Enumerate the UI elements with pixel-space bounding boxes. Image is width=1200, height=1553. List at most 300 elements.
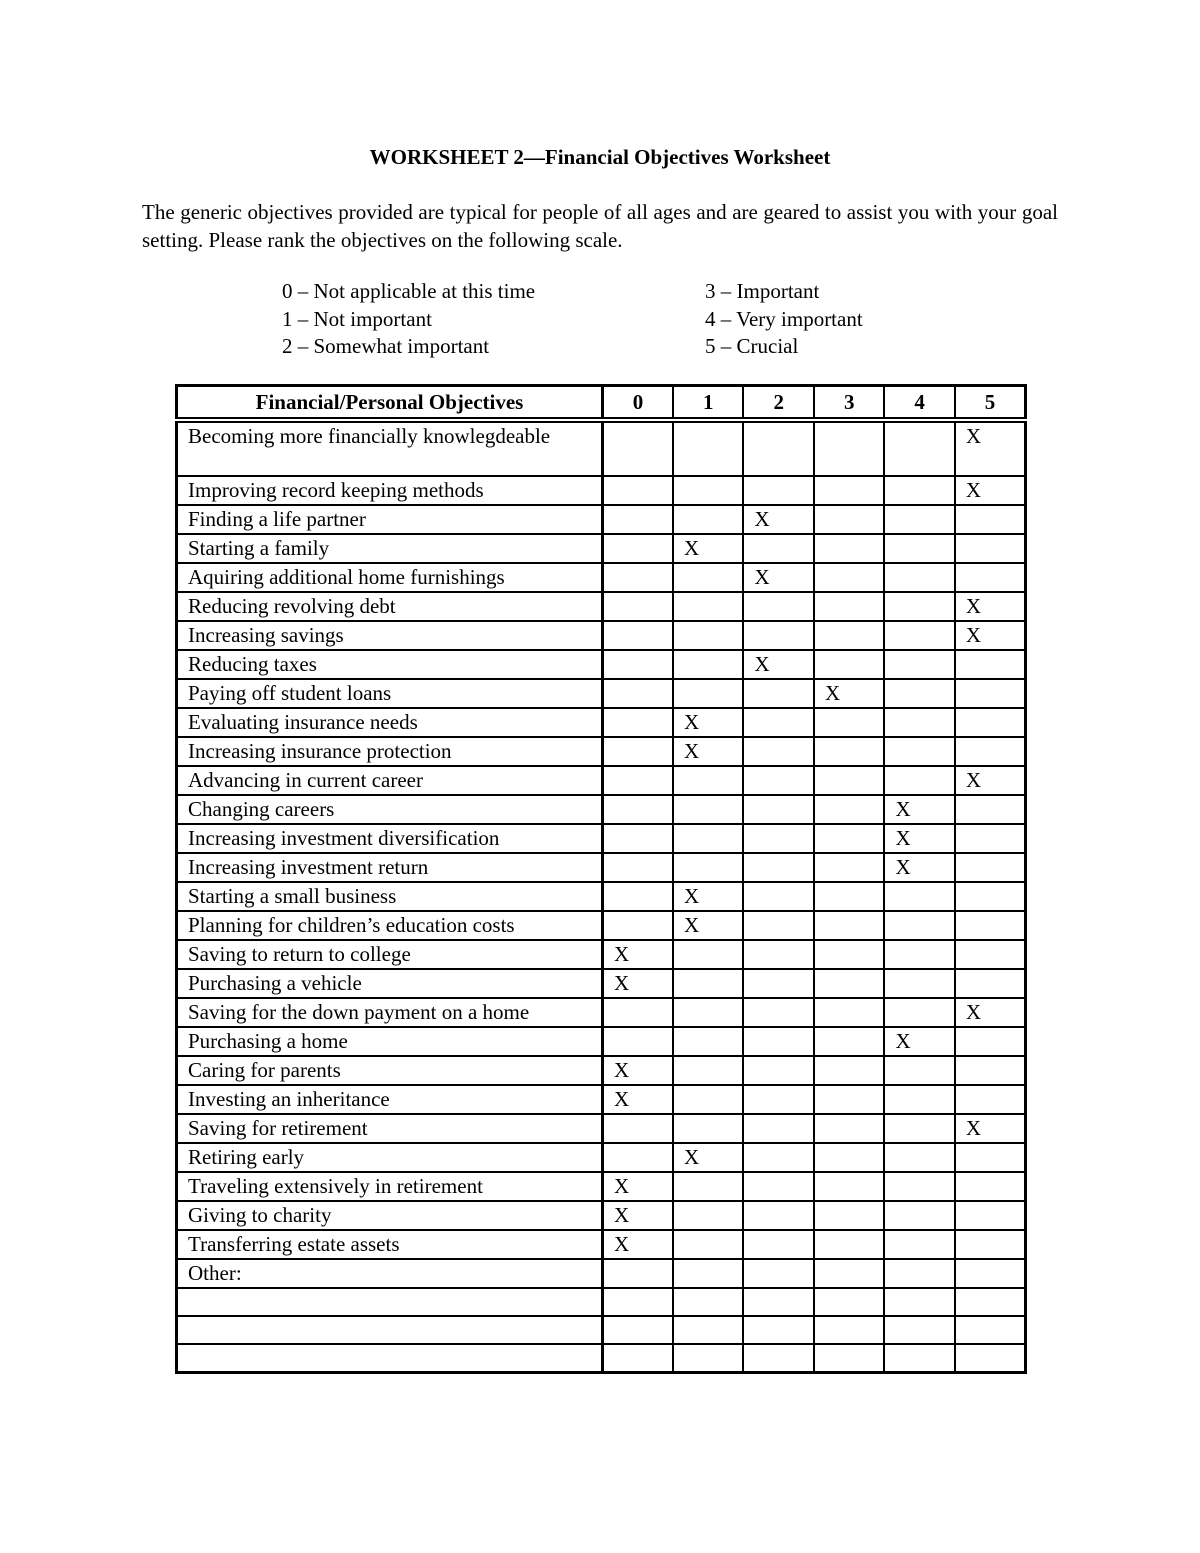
rank-cell-4[interactable] (884, 824, 954, 853)
rank-mark: X (965, 768, 982, 792)
rank-cell-0[interactable] (603, 1230, 673, 1259)
scale-item-1: 1 – Not important (282, 306, 432, 331)
objective-label: Transferring estate assets (177, 1230, 603, 1259)
rank-cell-4[interactable] (884, 1288, 954, 1316)
rank-mark: X (614, 1058, 630, 1082)
rank-cell-1[interactable] (673, 998, 743, 1027)
objective-label: Increasing investment return (177, 853, 603, 882)
rank-mark: X (965, 424, 982, 448)
objective-label: Saving to return to college (177, 940, 603, 969)
table-row (177, 766, 1026, 795)
rank-cell-4[interactable] (884, 853, 954, 882)
rank-cell-0[interactable] (603, 476, 673, 505)
scale-item-5: 5 – Crucial (705, 334, 799, 358)
table-row (177, 1288, 1026, 1316)
table-row (177, 853, 1026, 882)
rank-cell-1[interactable] (673, 882, 743, 911)
rank-cell-5[interactable] (955, 1316, 1026, 1344)
table-row (177, 1201, 1026, 1230)
rank-cell-3[interactable] (814, 1201, 884, 1230)
rank-cell-0[interactable] (603, 911, 673, 940)
objective-label: Purchasing a vehicle (177, 969, 603, 998)
table-row (177, 911, 1026, 940)
rank-cell-0[interactable] (603, 534, 673, 563)
rank-cell-3[interactable] (814, 940, 884, 969)
table-header-row (177, 386, 1026, 421)
rank-cell-0[interactable] (603, 853, 673, 882)
rank-cell-0[interactable] (603, 737, 673, 766)
rank-cell-3[interactable] (814, 795, 884, 824)
rank-cell-5[interactable] (955, 1288, 1026, 1316)
objective-label: Purchasing a home (177, 1027, 603, 1056)
rank-cell-1[interactable] (673, 1027, 743, 1056)
table-row (177, 940, 1026, 969)
rank-cell-3[interactable] (814, 1027, 884, 1056)
rank-cell-1[interactable] (673, 534, 743, 563)
scale-item-3: 3 – Important (705, 279, 820, 303)
rank-cell-1[interactable] (673, 1288, 743, 1316)
rank-mark: X (895, 1029, 911, 1053)
table-row (177, 679, 1026, 708)
rank-cell-3[interactable] (814, 505, 884, 534)
rank-cell-5[interactable] (955, 708, 1026, 737)
rank-mark: X (683, 913, 700, 937)
intro-paragraph: The generic objectives provided are typical for people of all ages and are geared to assist you with your goal setting. Please rank the objectives on the following scale. (142, 200, 1058, 252)
rank-cell-5[interactable] (955, 1085, 1026, 1114)
table-row (177, 1172, 1026, 1201)
rank-cell-1[interactable] (673, 1316, 743, 1344)
rank-cell-2[interactable] (743, 1316, 813, 1344)
rank-cell-1[interactable] (673, 824, 743, 853)
objective-label: Paying off student loans (177, 679, 603, 708)
rank-cell-3[interactable] (814, 679, 884, 708)
rank-cell-0[interactable] (603, 1143, 673, 1172)
scale-item-2: 2 – Somewhat important (282, 334, 490, 358)
objective-label: Retiring early (177, 1143, 603, 1172)
table-row (177, 1259, 1026, 1288)
rank-cell-5[interactable] (955, 1027, 1026, 1056)
rank-cell-4[interactable] (884, 911, 954, 940)
objective-label: Giving to charity (177, 1201, 603, 1230)
rank-mark: X (683, 884, 700, 908)
rank-cell-0[interactable] (603, 1201, 673, 1230)
rank-cell-2[interactable] (743, 853, 813, 882)
rank-mark: X (965, 1116, 982, 1140)
table-row (177, 708, 1026, 737)
objective-label (177, 1344, 603, 1372)
rank-cell-2[interactable] (743, 420, 813, 476)
objective-label: Planning for children’s education costs (177, 911, 603, 940)
rank-cell-5[interactable] (955, 679, 1026, 708)
rank-cell-3[interactable] (814, 534, 884, 563)
rank-mark: X (965, 623, 982, 647)
objective-label: Saving for retirement (177, 1114, 603, 1143)
rank-cell-1[interactable] (673, 708, 743, 737)
rank-cell-3[interactable] (814, 476, 884, 505)
rank-cell-0[interactable] (603, 766, 673, 795)
table-row (177, 505, 1026, 534)
rank-cell-3[interactable] (814, 650, 884, 679)
header-level-0: 0 (603, 386, 673, 421)
rank-cell-0[interactable] (603, 1316, 673, 1344)
rank-cell-3[interactable] (814, 592, 884, 621)
table-row (177, 969, 1026, 998)
rank-cell-0[interactable] (603, 1172, 673, 1201)
rank-cell-5[interactable] (955, 1230, 1026, 1259)
rank-cell-2[interactable] (743, 534, 813, 563)
table-row (177, 650, 1026, 679)
header-level-4: 4 (884, 386, 954, 421)
rank-cell-4[interactable] (884, 1114, 954, 1143)
rank-cell-2[interactable] (743, 505, 813, 534)
rank-cell-4[interactable] (884, 1056, 954, 1085)
rank-cell-0[interactable] (603, 1056, 673, 1085)
rank-cell-1[interactable] (673, 1085, 743, 1114)
objective-label: Reducing taxes (177, 650, 603, 679)
scale-item-0: 0 – Not applicable at this time (282, 279, 536, 303)
rank-cell-1[interactable] (673, 679, 743, 708)
objective-label: Starting a family (177, 534, 603, 563)
rank-cell-3[interactable] (814, 969, 884, 998)
rank-mark: X (824, 681, 841, 705)
rank-cell-4[interactable] (884, 476, 954, 505)
rank-mark: X (614, 971, 630, 995)
rank-cell-1[interactable] (673, 737, 743, 766)
rank-cell-0[interactable] (603, 592, 673, 621)
rank-cell-1[interactable] (673, 650, 743, 679)
rank-cell-0[interactable] (603, 679, 673, 708)
table-row (177, 998, 1026, 1027)
table-row (177, 795, 1026, 824)
rank-cell-4[interactable] (884, 1085, 954, 1114)
rank-cell-5[interactable] (955, 969, 1026, 998)
rank-cell-0[interactable] (603, 940, 673, 969)
rank-cell-4[interactable] (884, 505, 954, 534)
objective-label: Changing careers (177, 795, 603, 824)
rank-cell-4[interactable] (884, 1201, 954, 1230)
rank-cell-2[interactable] (743, 650, 813, 679)
rank-mark: X (614, 1203, 630, 1227)
rank-cell-5[interactable] (955, 420, 1026, 476)
rank-cell-2[interactable] (743, 795, 813, 824)
rank-mark: X (965, 1000, 982, 1024)
rank-cell-5[interactable] (955, 534, 1026, 563)
rank-cell-5[interactable] (955, 766, 1026, 795)
rank-cell-5[interactable] (955, 1114, 1026, 1143)
rank-cell-2[interactable] (743, 476, 813, 505)
objective-label: Improving record keeping methods (177, 476, 603, 505)
rank-cell-2[interactable] (743, 621, 813, 650)
rank-cell-5[interactable] (955, 940, 1026, 969)
objective-label (177, 1316, 603, 1344)
rank-cell-3[interactable] (814, 737, 884, 766)
objective-label: Advancing in current career (177, 766, 603, 795)
rank-cell-3[interactable] (814, 1316, 884, 1344)
table-row (177, 420, 1026, 476)
rank-cell-0[interactable] (603, 708, 673, 737)
rank-cell-2[interactable] (743, 1056, 813, 1085)
rank-cell-0[interactable] (603, 1114, 673, 1143)
rank-cell-1[interactable] (673, 766, 743, 795)
rank-mark: X (683, 739, 700, 763)
rank-cell-2[interactable] (743, 824, 813, 853)
rank-cell-0[interactable] (603, 420, 673, 476)
rank-cell-1[interactable] (673, 420, 743, 476)
objective-label: Investing an inheritance (177, 1085, 603, 1114)
rank-cell-2[interactable] (743, 679, 813, 708)
rank-cell-1[interactable] (673, 505, 743, 534)
rank-cell-5[interactable] (955, 505, 1026, 534)
rank-cell-3[interactable] (814, 621, 884, 650)
rank-cell-5[interactable] (955, 998, 1026, 1027)
rank-cell-3[interactable] (814, 563, 884, 592)
rank-mark: X (614, 1232, 630, 1256)
rank-cell-3[interactable] (814, 998, 884, 1027)
rank-cell-1[interactable] (673, 853, 743, 882)
rank-mark: X (614, 942, 630, 966)
scale-column-left (282, 278, 535, 361)
rank-cell-5[interactable] (955, 1056, 1026, 1085)
rank-cell-5[interactable] (955, 853, 1026, 882)
rank-cell-3[interactable] (814, 1230, 884, 1259)
rank-cell-0[interactable] (603, 969, 673, 998)
rank-cell-5[interactable] (955, 563, 1026, 592)
rank-cell-1[interactable] (673, 1114, 743, 1143)
rank-mark: X (754, 507, 770, 531)
objective-label: Traveling extensively in retirement (177, 1172, 603, 1201)
objective-label: Increasing investment diversification (177, 824, 603, 853)
objective-label (177, 1288, 603, 1316)
header-objectives: Financial/Personal Objectives (177, 386, 603, 421)
rank-cell-4[interactable] (884, 998, 954, 1027)
rank-cell-4[interactable] (884, 1172, 954, 1201)
rank-cell-4[interactable] (884, 940, 954, 969)
rank-cell-2[interactable] (743, 969, 813, 998)
rank-cell-0[interactable] (603, 1027, 673, 1056)
rank-cell-3[interactable] (814, 853, 884, 882)
rank-cell-3[interactable] (814, 708, 884, 737)
table-row (177, 1230, 1026, 1259)
rank-cell-2[interactable] (743, 1201, 813, 1230)
rank-cell-4[interactable] (884, 420, 954, 476)
rank-cell-1[interactable] (673, 1172, 743, 1201)
rank-cell-2[interactable] (743, 708, 813, 737)
header-level-2: 2 (743, 386, 813, 421)
rank-cell-3[interactable] (814, 1143, 884, 1172)
objective-label: Other: (177, 1259, 603, 1288)
rank-cell-2[interactable] (743, 1230, 813, 1259)
rank-cell-4[interactable] (884, 766, 954, 795)
rank-cell-3[interactable] (814, 1056, 884, 1085)
rank-cell-4[interactable] (884, 969, 954, 998)
rank-cell-5[interactable] (955, 1344, 1026, 1372)
rank-cell-2[interactable] (743, 592, 813, 621)
rank-cell-5[interactable] (955, 911, 1026, 940)
rank-mark: X (965, 478, 982, 502)
rank-cell-5[interactable] (955, 795, 1026, 824)
rank-cell-1[interactable] (673, 563, 743, 592)
rank-cell-5[interactable] (955, 737, 1026, 766)
objectives-table (175, 384, 1027, 1374)
rank-cell-1[interactable] (673, 911, 743, 940)
scale-item-4: 4 – Very important (705, 306, 863, 331)
rank-cell-2[interactable] (743, 737, 813, 766)
rank-mark: X (895, 855, 911, 879)
scale-column-right (705, 278, 863, 361)
header-level-3: 3 (814, 386, 884, 421)
table-row (177, 476, 1026, 505)
rank-cell-3[interactable] (814, 1288, 884, 1316)
table-row (177, 534, 1026, 563)
rank-cell-2[interactable] (743, 911, 813, 940)
rank-cell-3[interactable] (814, 1344, 884, 1372)
rank-cell-4[interactable] (884, 795, 954, 824)
rank-cell-5[interactable] (955, 621, 1026, 650)
rank-cell-3[interactable] (814, 824, 884, 853)
rank-cell-5[interactable] (955, 824, 1026, 853)
table-row (177, 1027, 1026, 1056)
rank-cell-2[interactable] (743, 1085, 813, 1114)
rank-cell-2[interactable] (743, 998, 813, 1027)
objective-label: Aquiring additional home furnishings (177, 563, 603, 592)
objective-label: Saving for the down payment on a home (177, 998, 603, 1027)
header-level-5: 5 (955, 386, 1026, 421)
header-level-1: 1 (673, 386, 743, 421)
rank-cell-1[interactable] (673, 621, 743, 650)
rank-cell-1[interactable] (673, 1056, 743, 1085)
rank-cell-3[interactable] (814, 911, 884, 940)
rank-cell-0[interactable] (603, 621, 673, 650)
rank-cell-4[interactable] (884, 1259, 954, 1288)
rank-cell-1[interactable] (673, 1201, 743, 1230)
rank-mark: X (754, 565, 770, 589)
objective-label: Finding a life partner (177, 505, 603, 534)
rank-cell-1[interactable] (673, 940, 743, 969)
rank-cell-0[interactable] (603, 563, 673, 592)
rank-cell-5[interactable] (955, 1143, 1026, 1172)
rank-cell-3[interactable] (814, 420, 884, 476)
rank-cell-3[interactable] (814, 1172, 884, 1201)
rank-cell-5[interactable] (955, 1259, 1026, 1288)
objective-label: Evaluating insurance needs (177, 708, 603, 737)
rank-cell-1[interactable] (673, 795, 743, 824)
table-row (177, 621, 1026, 650)
rank-mark: X (614, 1174, 630, 1198)
rank-cell-1[interactable] (673, 1344, 743, 1372)
rank-cell-2[interactable] (743, 940, 813, 969)
rank-cell-4[interactable] (884, 592, 954, 621)
table-row (177, 1085, 1026, 1114)
rank-cell-2[interactable] (743, 1143, 813, 1172)
rank-cell-5[interactable] (955, 650, 1026, 679)
rank-cell-0[interactable] (603, 1259, 673, 1288)
rank-cell-4[interactable] (884, 534, 954, 563)
rank-mark: X (754, 652, 770, 676)
page-title: WORKSHEET 2—Financial Objectives Worksheet (369, 145, 831, 169)
objectives-table-body (177, 420, 1026, 1372)
rank-cell-0[interactable] (603, 824, 673, 853)
rank-cell-3[interactable] (814, 1085, 884, 1114)
rank-mark: X (614, 1087, 630, 1111)
rank-cell-2[interactable] (743, 1114, 813, 1143)
rank-cell-0[interactable] (603, 1288, 673, 1316)
objective-label: Caring for parents (177, 1056, 603, 1085)
table-row (177, 824, 1026, 853)
rank-cell-0[interactable] (603, 998, 673, 1027)
rank-cell-2[interactable] (743, 766, 813, 795)
rank-mark: X (683, 536, 700, 560)
objective-label: Reducing revolving debt (177, 592, 603, 621)
rank-cell-1[interactable] (673, 1230, 743, 1259)
rank-cell-0[interactable] (603, 505, 673, 534)
rank-cell-2[interactable] (743, 563, 813, 592)
rank-cell-3[interactable] (814, 882, 884, 911)
rank-cell-2[interactable] (743, 1288, 813, 1316)
table-row (177, 1344, 1026, 1372)
table-row (177, 1143, 1026, 1172)
rank-cell-3[interactable] (814, 1259, 884, 1288)
rank-cell-4[interactable] (884, 708, 954, 737)
rank-cell-5[interactable] (955, 882, 1026, 911)
rank-cell-4[interactable] (884, 621, 954, 650)
rank-cell-1[interactable] (673, 592, 743, 621)
rank-cell-2[interactable] (743, 1172, 813, 1201)
rank-cell-4[interactable] (884, 1143, 954, 1172)
table-row (177, 1316, 1026, 1344)
rank-cell-2[interactable] (743, 882, 813, 911)
rank-cell-4[interactable] (884, 737, 954, 766)
rank-cell-0[interactable] (603, 882, 673, 911)
rank-cell-2[interactable] (743, 1027, 813, 1056)
rank-cell-3[interactable] (814, 1114, 884, 1143)
rank-cell-4[interactable] (884, 1027, 954, 1056)
rank-cell-5[interactable] (955, 1201, 1026, 1230)
objective-label: Becoming more financially knowlegdeable (177, 420, 603, 476)
rank-cell-0[interactable] (603, 650, 673, 679)
objective-label: Starting a small business (177, 882, 603, 911)
table-row (177, 592, 1026, 621)
rank-cell-2[interactable] (743, 1259, 813, 1288)
rank-cell-4[interactable] (884, 679, 954, 708)
rank-cell-2[interactable] (743, 1344, 813, 1372)
table-row (177, 1056, 1026, 1085)
rank-cell-3[interactable] (814, 766, 884, 795)
rank-cell-5[interactable] (955, 1172, 1026, 1201)
rank-cell-0[interactable] (603, 1085, 673, 1114)
rank-cell-4[interactable] (884, 563, 954, 592)
table-row (177, 563, 1026, 592)
rank-cell-0[interactable] (603, 795, 673, 824)
rank-cell-4[interactable] (884, 882, 954, 911)
rank-cell-5[interactable] (955, 476, 1026, 505)
rank-mark: X (683, 710, 700, 734)
table-row (177, 1114, 1026, 1143)
rank-cell-4[interactable] (884, 1316, 954, 1344)
rank-cell-0[interactable] (603, 1344, 673, 1372)
rank-cell-1[interactable] (673, 476, 743, 505)
rank-mark: X (895, 797, 911, 821)
table-row (177, 737, 1026, 766)
table-row (177, 882, 1026, 911)
rank-cell-4[interactable] (884, 1344, 954, 1372)
rank-cell-4[interactable] (884, 1230, 954, 1259)
rank-mark: X (965, 594, 982, 618)
rank-cell-1[interactable] (673, 969, 743, 998)
rank-cell-5[interactable] (955, 592, 1026, 621)
rank-cell-1[interactable] (673, 1259, 743, 1288)
rank-cell-4[interactable] (884, 650, 954, 679)
rank-cell-1[interactable] (673, 1143, 743, 1172)
